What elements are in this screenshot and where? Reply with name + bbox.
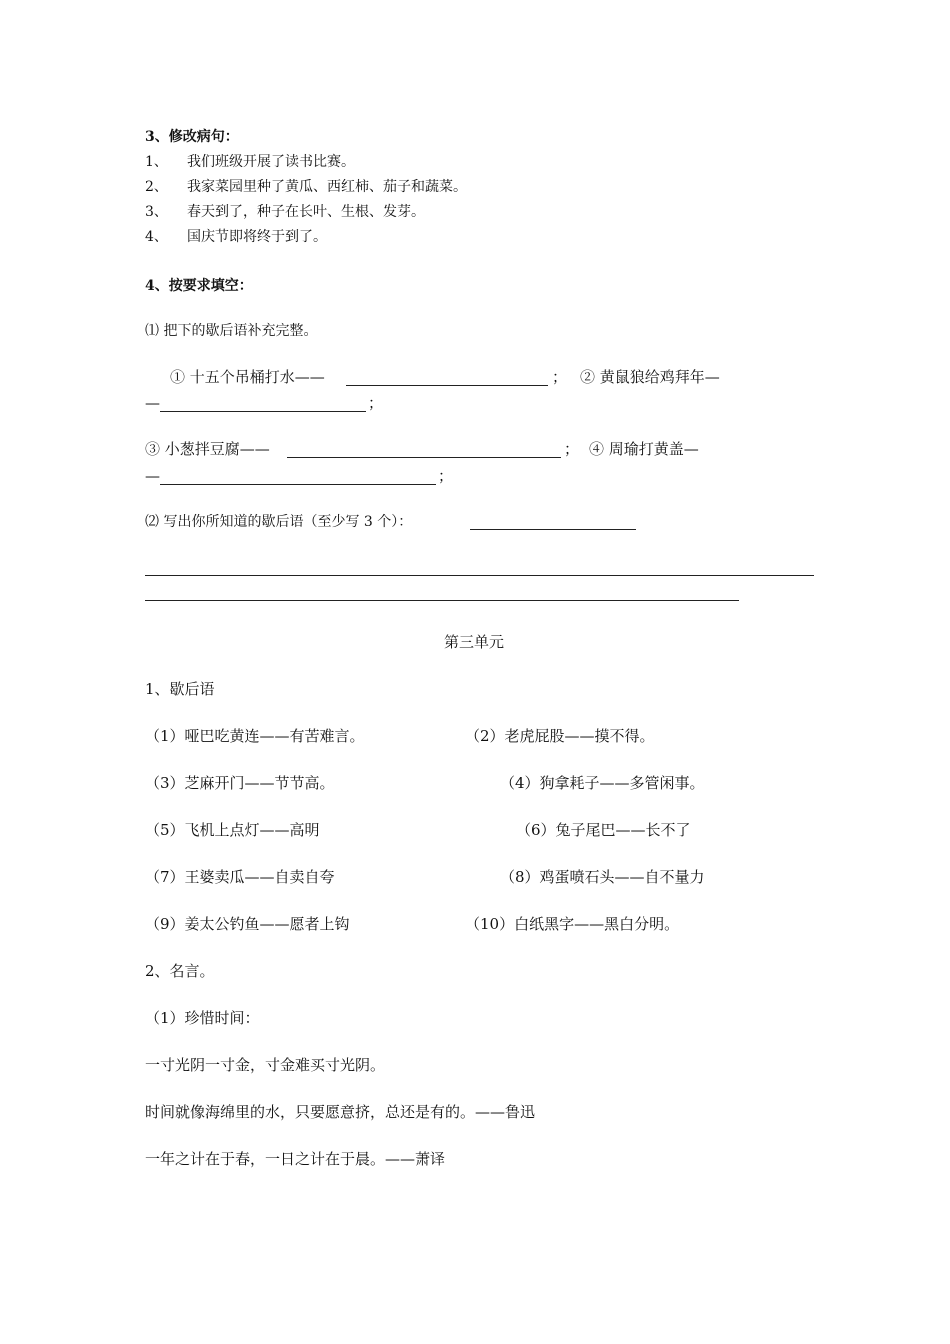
xiehouyu-item: （6）兔子尾巴——长不了 — [516, 821, 691, 839]
sentence-num-2: 2、 — [145, 179, 168, 195]
xiehouyu-item: （9）姜太公钓鱼——愿者上钩 — [145, 915, 350, 933]
xiehouyu-title: 1、歇后语 — [145, 680, 215, 698]
mingyan-subtitle: （1）珍惜时间： — [145, 1009, 260, 1027]
xiehouyu-item: （8）鸡蛋喷石头——自不量力 — [500, 868, 705, 886]
semicolon-2: ； — [368, 394, 384, 412]
xiehouyu-item: （4）狗拿耗子——多管闲事。 — [500, 774, 705, 792]
proverb-2-label: ② 黄鼠狼给鸡拜年— — [580, 368, 720, 386]
xiehouyu-item: （1）哑巴吃黄连——有苦难言。 — [145, 727, 365, 745]
xiehouyu-item: （5）飞机上点灯——高明 — [145, 821, 320, 839]
xiehouyu-item: （2）老虎屁股——摸不得。 — [465, 727, 655, 745]
quote-line: 一年之计在于春，一日之计在于晨。——萧译 — [145, 1150, 446, 1168]
question-1: ⑴ 把下的歇后语补充完整。 — [145, 323, 318, 339]
answer-line-7[interactable] — [145, 600, 739, 601]
answer-blank-2[interactable] — [160, 411, 366, 412]
question-2: ⑵ 写出你所知道的歇后语（至少写 3 个）： — [145, 514, 413, 530]
sentence-text-2: 我家菜园里种了黄瓜、西红柿、茄子和蔬菜。 — [187, 179, 467, 195]
sentence-num-1: 1、 — [145, 154, 168, 170]
proverb-3-label: ③ 小葱拌豆腐—— — [145, 440, 270, 458]
answer-blank-5[interactable] — [470, 529, 636, 530]
sentence-text-3: 春天到了，种子在长叶、生根、发芽。 — [187, 204, 425, 220]
proverb-4-dash: — — [145, 467, 160, 485]
proverb-1-label: ① 十五个吊桶打水—— — [170, 368, 325, 386]
answer-blank-3[interactable] — [287, 457, 561, 458]
quote-line: 一寸光阴一寸金，寸金难买寸光阴。 — [145, 1056, 386, 1074]
section-3-title: 3、修改病句： — [145, 129, 239, 145]
answer-blank-1[interactable] — [346, 385, 548, 386]
semicolon-1: ； — [552, 368, 568, 386]
sentence-num-4: 4、 — [145, 229, 168, 245]
quote-line: 时间就像海绵里的水，只要愿意挤，总还是有的。——鲁迅 — [145, 1103, 536, 1121]
xiehouyu-item: （10）白纸黑字——黑白分明。 — [465, 915, 680, 933]
section-4-title: 4、按要求填空： — [145, 278, 253, 294]
xiehouyu-item: （7）王婆卖瓜——自卖自夸 — [145, 868, 335, 886]
sentence-num-3: 3、 — [145, 204, 168, 220]
answer-line-6[interactable] — [145, 575, 814, 576]
answer-blank-4[interactable] — [160, 484, 436, 485]
semicolon-4: ； — [438, 467, 454, 485]
sentence-text-4: 国庆节即将终于到了。 — [187, 229, 327, 245]
semicolon-3: ； — [564, 440, 580, 458]
xiehouyu-item: （3）芝麻开门——节节高。 — [145, 774, 335, 792]
sentence-text-1: 我们班级开展了读书比赛。 — [187, 154, 355, 170]
proverb-4-label: ④ 周瑜打黄盖— — [589, 440, 699, 458]
mingyan-title: 2、名言。 — [145, 962, 215, 980]
proverb-2-dash: — — [145, 394, 160, 412]
unit-heading: 第三单元 — [444, 633, 505, 651]
